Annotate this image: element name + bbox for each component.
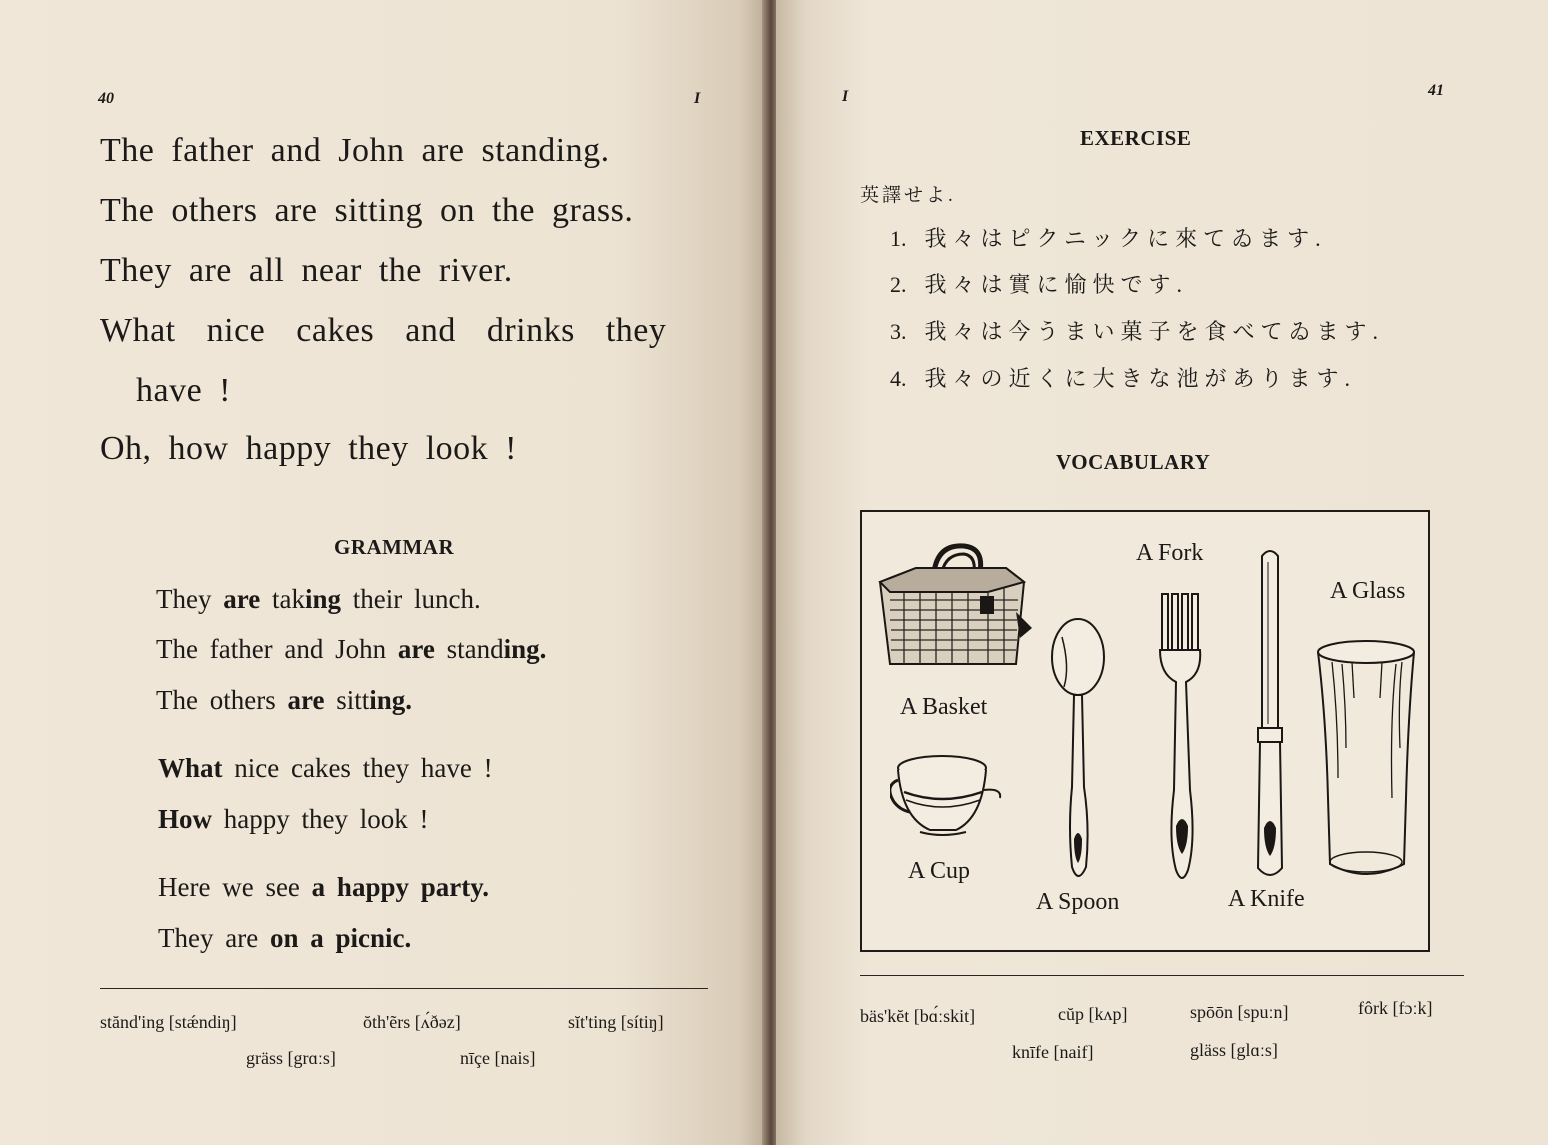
label-basket: A Basket — [900, 694, 988, 720]
reading-line-1: The father and John are standing. — [100, 132, 610, 169]
knife-illustration — [1246, 548, 1296, 888]
grammar-line-7: They are on a picnic. — [158, 923, 412, 953]
vocab-others: ŏth'ẽrs [ʌ́ðəz] — [363, 1012, 461, 1032]
label-glass: A Glass — [1330, 578, 1406, 604]
footnote-rule-left — [100, 988, 708, 989]
basket-illustration — [876, 542, 1036, 672]
page-number-right: 41 — [1428, 82, 1444, 99]
grammar-line-2: The father and John are standing. — [156, 634, 547, 664]
label-cup: A Cup — [908, 858, 971, 884]
vocabulary-illustration-box — [860, 510, 1430, 952]
spoon-illustration — [1044, 617, 1114, 897]
left-page — [0, 0, 770, 1145]
exercise-instruction: 英譯せよ. — [860, 185, 956, 206]
vocab-sitting: sĭt'ting [sítiŋ] — [568, 1012, 664, 1032]
grammar-line-6: Here we see a happy party. — [158, 872, 489, 902]
reading-line-4: What nice cakes and drinks they — [100, 312, 667, 349]
vocab-grass: gräss [grɑːs] — [246, 1048, 336, 1068]
vocab-fork: fôrk [fɔːk] — [1358, 998, 1433, 1018]
exercise-item-1: 1. 我々はピクニックに來てゐます. — [890, 226, 1327, 251]
exercise-heading: EXERCISE — [1080, 126, 1192, 150]
reading-line-5: have ! — [136, 372, 232, 409]
vocab-standing: stănd'ing [stǽndiŋ] — [100, 1012, 237, 1032]
vocab-glass: gläss [glɑːs] — [1190, 1040, 1278, 1060]
right-page — [776, 0, 1548, 1145]
label-fork: A Fork — [1136, 540, 1204, 566]
label-spoon: A Spoon — [1036, 889, 1120, 915]
footnote-rule-right — [860, 975, 1464, 976]
vocab-nice: nīçe [nais] — [460, 1048, 536, 1068]
vocab-cup: cŭp [kʌp] — [1058, 1004, 1128, 1024]
reading-line-3: They are all near the river. — [100, 252, 513, 289]
vocab-knife: knīfe [naif] — [1012, 1042, 1094, 1062]
cup-illustration — [890, 752, 1010, 842]
grammar-line-3: The others are sitting. — [156, 685, 412, 715]
fork-illustration — [1152, 590, 1212, 890]
exercise-item-3: 3. 我々は今うまい菓子を食べてゐます. — [890, 319, 1385, 344]
running-head-left: I — [694, 90, 701, 107]
page-number-left: 40 — [98, 90, 114, 107]
grammar-line-4: What nice cakes they have ! — [158, 753, 493, 783]
exercise-item-2: 2. 我々は實に愉快です. — [890, 272, 1189, 297]
vocab-basket: bäs'kĕt [bɑ́ːskit] — [860, 1006, 976, 1026]
reading-line-6: Oh, how happy they look ! — [100, 430, 518, 467]
grammar-line-1: They are taking their lunch. — [156, 584, 481, 614]
grammar-line-5: How happy they look ! — [158, 804, 429, 834]
exercise-item-4: 4. 我々の近くに大きな池があります. — [890, 366, 1357, 391]
running-head-right: I — [842, 88, 849, 105]
vocabulary-heading: VOCABULARY — [1056, 450, 1211, 474]
vocab-spoon: spōōn [spuːn] — [1190, 1002, 1289, 1022]
grammar-heading: GRAMMAR — [334, 535, 455, 559]
label-knife: A Knife — [1228, 886, 1305, 912]
glass-illustration — [1312, 638, 1422, 888]
reading-line-2: The others are sitting on the grass. — [100, 192, 634, 229]
